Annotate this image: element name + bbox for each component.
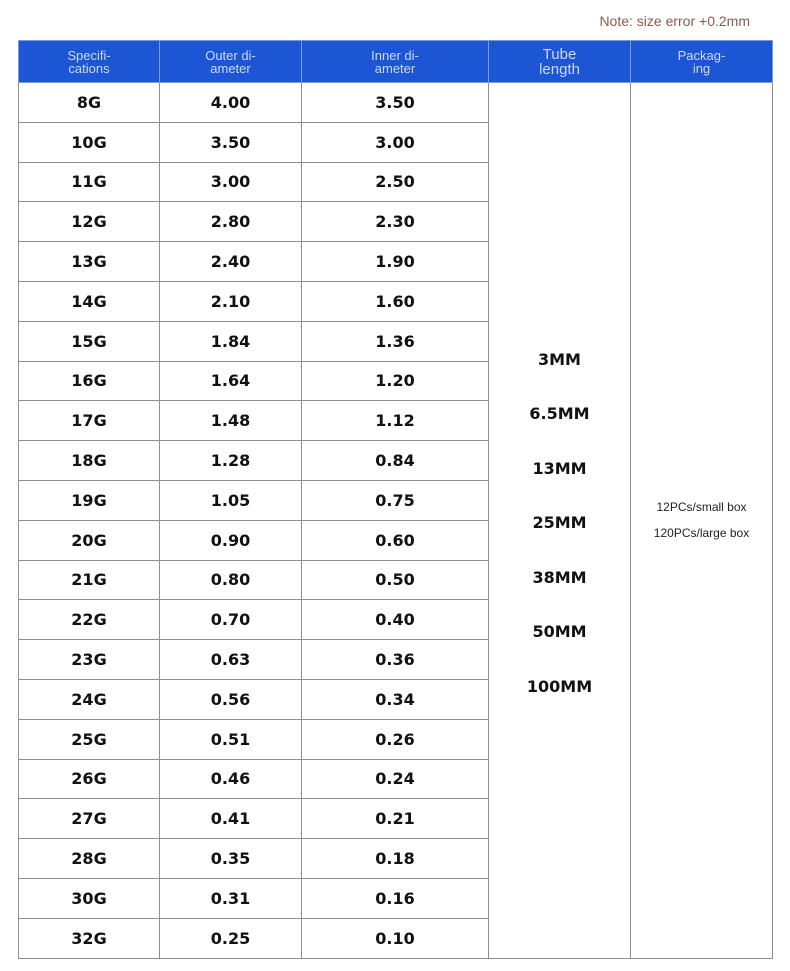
cell-inner: 0.24 xyxy=(302,759,489,799)
table-row xyxy=(19,83,773,123)
cell-inner: 3.50 xyxy=(302,83,489,123)
cell-outer: 0.63 xyxy=(160,640,302,680)
cell-gauge: 30G xyxy=(19,878,160,918)
cell-inner: 0.40 xyxy=(302,600,489,640)
cell-gauge: 18G xyxy=(19,441,160,481)
cell-gauge: 25G xyxy=(19,719,160,759)
cell-inner: 1.36 xyxy=(302,321,489,361)
tube-length-cell xyxy=(489,83,631,959)
cell-outer: 1.48 xyxy=(160,401,302,441)
cell-outer: 0.80 xyxy=(160,560,302,600)
cell-outer: 0.90 xyxy=(160,520,302,560)
cell-gauge: 21G xyxy=(19,560,160,600)
cell-gauge: 22G xyxy=(19,600,160,640)
cell-gauge: 20G xyxy=(19,520,160,560)
cell-outer: 0.25 xyxy=(160,918,302,958)
tube-length-item: 25MM xyxy=(532,513,587,533)
cell-inner: 0.21 xyxy=(302,799,489,839)
cell-gauge: 10G xyxy=(19,122,160,162)
cell-outer: 4.00 xyxy=(160,83,302,123)
cell-gauge: 27G xyxy=(19,799,160,839)
cell-outer: 0.51 xyxy=(160,719,302,759)
cell-inner: 0.10 xyxy=(302,918,489,958)
cell-gauge: 12G xyxy=(19,202,160,242)
tube-length-item: 50MM xyxy=(532,622,587,642)
cell-inner: 1.12 xyxy=(302,401,489,441)
cell-inner: 0.50 xyxy=(302,560,489,600)
cell-gauge: 15G xyxy=(19,321,160,361)
cell-outer: 2.80 xyxy=(160,202,302,242)
needle-spec-table xyxy=(18,40,773,959)
cell-outer: 0.31 xyxy=(160,878,302,918)
cell-gauge: 23G xyxy=(19,640,160,680)
header-row xyxy=(19,41,773,83)
cell-inner: 0.36 xyxy=(302,640,489,680)
tube-length-item: 13MM xyxy=(532,458,587,478)
packaging-cell xyxy=(631,83,773,959)
cell-outer: 2.10 xyxy=(160,281,302,321)
header-inner-diameter: Inner di- ameter xyxy=(302,41,489,83)
size-error-note: Note: size error +0.2mm xyxy=(599,13,750,29)
cell-outer: 1.05 xyxy=(160,480,302,520)
cell-outer: 3.00 xyxy=(160,162,302,202)
cell-gauge: 11G xyxy=(19,162,160,202)
cell-gauge: 16G xyxy=(19,361,160,401)
cell-outer: 0.35 xyxy=(160,839,302,879)
tube-length-item: 100MM xyxy=(526,676,593,696)
cell-inner: 0.60 xyxy=(302,520,489,560)
cell-inner: 2.50 xyxy=(302,162,489,202)
packaging-item: 12PCs/small box xyxy=(656,500,747,515)
cell-gauge: 19G xyxy=(19,480,160,520)
cell-inner: 0.34 xyxy=(302,679,489,719)
header-outer-diameter: Outer di- ameter xyxy=(160,41,302,83)
cell-inner: 0.18 xyxy=(302,839,489,879)
packaging-item: 120PCs/large box xyxy=(653,526,750,541)
cell-gauge: 26G xyxy=(19,759,160,799)
header-specifications: Specifi- cations xyxy=(19,41,160,83)
table-body xyxy=(19,83,773,959)
cell-inner: 1.20 xyxy=(302,361,489,401)
cell-outer: 1.84 xyxy=(160,321,302,361)
cell-outer: 0.56 xyxy=(160,679,302,719)
tube-length-item: 3MM xyxy=(538,349,581,369)
tube-length-item: 38MM xyxy=(532,567,587,587)
cell-gauge: 14G xyxy=(19,281,160,321)
header-packaging: Packag- ing xyxy=(631,41,773,83)
cell-outer: 2.40 xyxy=(160,242,302,282)
cell-gauge: 17G xyxy=(19,401,160,441)
cell-inner: 0.75 xyxy=(302,480,489,520)
cell-inner: 1.90 xyxy=(302,242,489,282)
cell-inner: 0.26 xyxy=(302,719,489,759)
cell-inner: 1.60 xyxy=(302,281,489,321)
cell-outer: 0.46 xyxy=(160,759,302,799)
cell-outer: 0.70 xyxy=(160,600,302,640)
cell-outer: 0.41 xyxy=(160,799,302,839)
cell-inner: 3.00 xyxy=(302,122,489,162)
cell-outer: 3.50 xyxy=(160,122,302,162)
cell-gauge: 32G xyxy=(19,918,160,958)
cell-gauge: 28G xyxy=(19,839,160,879)
cell-gauge: 8G xyxy=(19,83,160,123)
cell-outer: 1.28 xyxy=(160,441,302,481)
cell-inner: 0.84 xyxy=(302,441,489,481)
cell-gauge: 13G xyxy=(19,242,160,282)
cell-inner: 0.16 xyxy=(302,878,489,918)
header-tube-length: Tube length xyxy=(489,41,631,83)
cell-outer: 1.64 xyxy=(160,361,302,401)
cell-inner: 2.30 xyxy=(302,202,489,242)
tube-length-item: 6.5MM xyxy=(529,404,590,424)
cell-gauge: 24G xyxy=(19,679,160,719)
